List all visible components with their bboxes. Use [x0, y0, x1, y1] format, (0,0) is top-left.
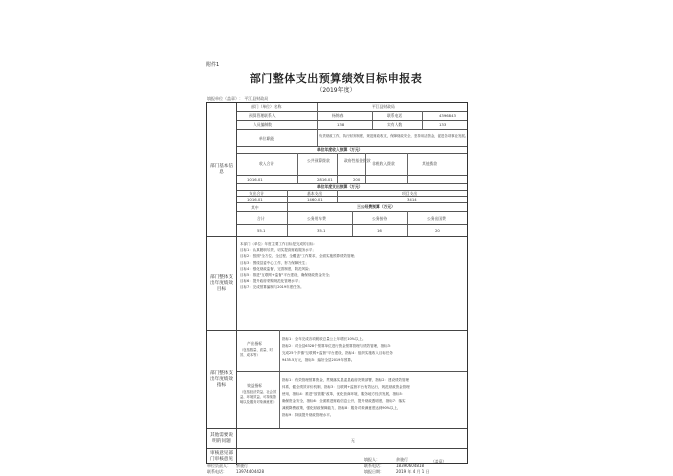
overall-target-line: 目标2：按照"全方位、全过程、全覆盖"工作要求，全面实施预算绩效管理； [240, 254, 358, 259]
three-header: 三公经费预算（万元） [357, 204, 395, 209]
date-value: 2019 年 4 月 1 日 [396, 469, 430, 474]
report-form [206, 102, 468, 464]
dept-name-label: 部门（单位）名称 [251, 104, 282, 109]
expense-header: 单位年度支出预算（万元） [317, 184, 363, 189]
three-col-car: 公务用车费 [307, 216, 326, 221]
year-label: （2019年度） [316, 87, 356, 94]
benefit-indicator-line: 体系，健全绩效评价机制，指标3：互联网+监督平台有效运行，规范财政资金管理 [282, 385, 410, 389]
output-indicator-line: 指标2：对全县6328个预算单位进行资金预算管理与绩效管理，指标3： [282, 344, 394, 348]
phone-label-footer: 联系电话： [207, 469, 227, 474]
three-total-value: 55.1 [257, 228, 266, 233]
three-col-abroad: 公务出国费 [427, 216, 446, 221]
section-other-label: 其他需要说明的问题 [207, 428, 237, 448]
benefit-indicator-line: 减税降费政策，强化财政保障能力，指标8：服务对象满意度达到90%以上， [282, 406, 401, 410]
benefit-indicator-label: 效益指标 [247, 383, 263, 388]
expense-col-total: 支出合计 [249, 191, 265, 196]
income-public-value: 2816.01 [317, 177, 333, 182]
benefit-indicator-line: 指标1：有效管理预算资金，贯彻落实县委县政府决策部署，指标2：建设绩效管理 [282, 378, 409, 382]
three-car-value: 35.1 [317, 228, 326, 233]
page-title: 部门整体支出预算绩效目标申报表 [249, 72, 423, 85]
expense-total-value: 1016.01 [247, 197, 263, 202]
section-overall-label: 部门整体支出年度绩效目标 [207, 236, 237, 330]
three-reception-value: 16 [377, 228, 382, 233]
output-indicator-line: 完成25个乡镇"互联网+监督"平台建设，指标4：组织实施收入目标任务 [282, 351, 393, 355]
income-col-fund: 政府性基金拨款 [344, 158, 371, 163]
section-annual-label: 部门整体支出年度绩效指标 [207, 330, 237, 428]
duty-label: 单位职能 [259, 136, 275, 141]
other-notes-value: 无 [351, 438, 355, 443]
three-abroad-value: 20 [435, 228, 440, 233]
phone-label: 联系电话 [387, 113, 403, 118]
benefit-indicator-line: 确保资金安全，指标6：全面推进财政信息公开，提升财政透明度，指标7：落实 [282, 399, 406, 403]
leader-label: 单位负责人： [207, 463, 231, 468]
income-total-value: 1016.01 [247, 177, 263, 182]
attachment-label: 附件1 [206, 62, 220, 68]
dept-name-value: 平江县财政局 [372, 104, 395, 109]
expense-project-value: 3414 [407, 197, 417, 202]
overall-target-line: 目标3：围绕县委中心工作，努力保障民生； [240, 260, 309, 265]
expense-basic-value: 1460.01 [307, 197, 323, 202]
income-col-public: 公共预算拨款 [307, 158, 330, 163]
benefit-indicator-sub: （包括经济效益、社会效益、环境效益、可持续影响以及服务对象满意度） [240, 390, 277, 404]
benefit-indicator-line: 使用，指标4：推进"放管服"改革，优化营商环境，服务地方经济发展，指标5： [282, 392, 406, 396]
income-col-nontax: 非税收入拨款 [372, 161, 395, 166]
contact-label: 预算管理联系人 [249, 113, 276, 118]
overall-target-line: 本部门（单位）年度主要工作目标是完成的目标： [240, 242, 317, 246]
review-stamp: （盖章） [431, 459, 447, 464]
filing-unit-line: 填报单位（盖章）： 平江县财政局 [207, 96, 269, 101]
three-col-total: 合计 [257, 216, 265, 221]
income-col-other: 其他拨款 [422, 161, 438, 166]
income-header: 单位年度收入预算（万元） [317, 147, 363, 152]
contact-value: 杨锦春 [332, 113, 344, 118]
filler-phone-value: 18390604818 [396, 463, 424, 468]
leader-value: 余骏行 [236, 463, 248, 468]
three-col-reception: 公务接待 [372, 216, 388, 221]
expense-col-basic: 基本支出 [307, 191, 323, 196]
output-indicator-line: 指标1：全年完成各项税收总量公上年增长10%以上。 [282, 337, 366, 341]
duty-value: 负责财政工作，执行财务制度，规范财政收支，保障财政安全，坚持用活资金，促进各项事业发展。 [319, 134, 469, 138]
expense-col-project: 项目支出 [402, 191, 418, 196]
overall-target-line: 目标4：强化财政监督，完善制度，防范风险； [240, 266, 313, 271]
output-indicator-line: 9435.5万元，指标5：编好全县2019年预算。 [282, 358, 355, 362]
income-fund-value: 200 [353, 177, 361, 182]
phone-value: 4396843 [439, 113, 456, 118]
benefit-indicator-line: 指标9：持续提升财政管理水平。 [282, 413, 334, 417]
date-label: 填报日期： [364, 469, 384, 474]
output-indicator-label: 产出指标 [247, 341, 263, 346]
income-col-total: 收入合计 [259, 161, 275, 166]
staff-value: 138 [337, 122, 345, 127]
overall-target-line: 目标5：推进"互联网+监督"平台建设，确保财政资金安全； [240, 273, 333, 277]
filler-label: 填报人： [364, 457, 380, 462]
output-indicator-sub: （包括数量、质量、时效、成本等） [240, 348, 273, 357]
section-review-label: 审核意见部门审核意见 [207, 448, 237, 465]
staff-label: 人员编制数 [253, 122, 272, 127]
expense-sub-label: 其中 [251, 205, 259, 210]
filler-phone-label: 联系电话： [364, 463, 384, 468]
actual-label: 实有人数 [387, 122, 403, 127]
phone-value-footer: 13974404428 [236, 469, 264, 474]
filler-value: 余骏行 [396, 457, 408, 462]
overall-target-line: 目标7：完成预算编制与2019年度任务。 [240, 285, 304, 290]
document-page [196, 50, 476, 474]
overall-target-line: 目标1：认真履职尽责，切实提高财政服务水平； [240, 248, 316, 253]
section-basic-label: 部门基本信息 [207, 103, 237, 236]
overall-target-line: 目标6：提升政府采购规范化管理水平； [240, 279, 302, 284]
actual-value: 133 [439, 122, 447, 127]
